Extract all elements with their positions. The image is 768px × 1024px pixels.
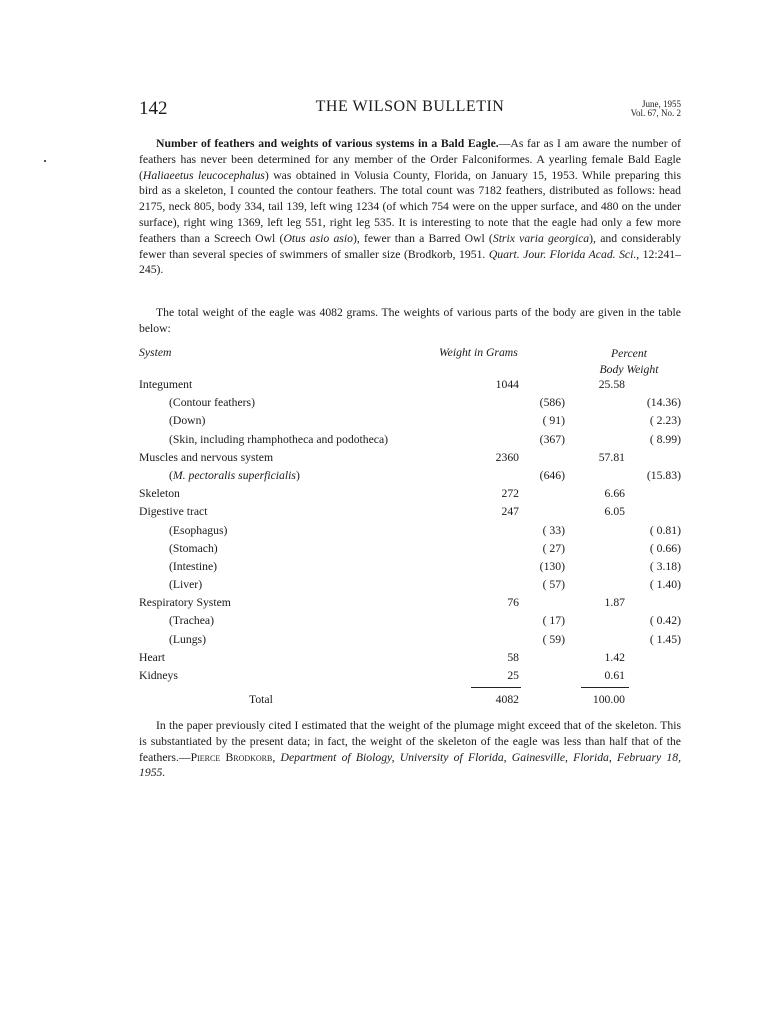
sub-percent-value: (14.36) [646, 396, 681, 410]
weight-value: 25 [507, 669, 519, 682]
table-row [139, 576, 681, 594]
issue-volume: Vol. 67, No. 2 [630, 108, 681, 118]
sub-weight-value: ( 27) [542, 541, 565, 555]
muscle-name: M. pectoralis superficialis [172, 468, 296, 482]
table-row [139, 594, 681, 612]
row-label: Respiratory System [139, 596, 231, 610]
issue-info [631, 100, 681, 118]
row-label: (Lungs) [169, 632, 207, 646]
margin-speck [44, 160, 46, 162]
author-name: Pierce Brodkorb [190, 750, 273, 764]
percent-value: 6.66 [604, 487, 625, 501]
row-label: (M. pectoralis superficialis) [169, 468, 300, 482]
header-line: Percent [611, 347, 647, 360]
total-rule-weight [471, 687, 521, 688]
row-label: Skeleton [139, 487, 180, 501]
table-row [139, 649, 681, 667]
weight-value: 58 [507, 650, 519, 664]
row-label: Kidneys [139, 669, 178, 682]
sub-weight-value: ( 59) [542, 632, 565, 646]
table-row [139, 394, 681, 412]
header-line: Body Weight [599, 362, 659, 376]
table-row [139, 431, 681, 449]
total-percent: 100.00 [592, 693, 625, 707]
percent-value: 57.81 [598, 450, 625, 464]
weight-value: 272 [501, 487, 519, 501]
sub-weight-value: ( 57) [542, 578, 565, 592]
row-label: (Skin, including rhamphotheca and podotheca) [169, 432, 389, 446]
row-label: Integument [139, 378, 193, 391]
row-label: (Intestine) [169, 559, 218, 573]
text-run: ), and considerably fewer than several species of swimmers of smaller size (Brodkorb, 1951. [139, 231, 682, 261]
sub-percent-value: ( 8.99) [649, 432, 681, 446]
page-number: 142 [139, 98, 168, 119]
species-name: Otus asio asio [283, 231, 353, 245]
paragraph-weight: The total weight of the eagle was 4082 grams. The weights of various parts of the body are given in the table below: [139, 306, 681, 335]
total-rule-percent [581, 687, 629, 688]
sub-weight-value: ( 17) [542, 614, 565, 628]
paragraph-intro [139, 136, 681, 278]
sub-percent-value: ( 0.66) [649, 541, 681, 555]
text-run: ) was obtained in Volusia County, Florida, on January 15, 1953. While preparing this bird as a skeleton, I counted the contour feathers. The total count was 7182 feathers, distributed as follows: head 2175, neck 805, body 334, tail 139, left wing 1234 (of which 754 were on the upper surface, and 480 on the under surface), right wing 1369, left leg 551, right leg 535. It is interesting to note that the eagle had only a few more feathers than a Screech Owl ( [139, 168, 681, 245]
table-row [139, 503, 681, 521]
table-row [139, 631, 681, 649]
column-header-percent [587, 346, 671, 377]
sub-weight-value: ( 33) [542, 523, 565, 537]
sub-weight-value: (130) [539, 559, 565, 573]
text-run: , [272, 750, 281, 764]
sub-weight-value: (586) [539, 396, 565, 410]
sub-percent-value: ( 1.45) [649, 632, 681, 646]
percent-value: 6.05 [604, 505, 625, 519]
percent-value: 25.58 [598, 378, 625, 391]
weight-value: 247 [501, 505, 519, 519]
row-label: (Stomach) [169, 541, 218, 555]
weight-value: 76 [507, 596, 519, 610]
total-weight: 4082 [495, 693, 519, 707]
sub-weight-value: (646) [539, 468, 565, 482]
percent-value: 1.42 [604, 650, 625, 664]
table-row [139, 467, 681, 485]
row-label: (Contour feathers) [169, 396, 256, 410]
text-run: —As far as I am aware the number of feathers has never been determined for any member of the Order Falconiformes. A yearling female Bald Eagle ( [139, 137, 681, 182]
table-row [139, 376, 681, 394]
total-label: Total [249, 693, 273, 707]
table-row [139, 449, 681, 467]
table-row [139, 522, 681, 540]
sub-percent-value: ( 3.18) [649, 559, 681, 573]
text-run: In the paper previously cited I estimated that the weight of the plumage might exceed that of the skeleton. This is substantiated by the present data; in fact, the weight of the skeleton of the eagle was less than half that of the feathers.— [139, 719, 681, 764]
sub-percent-value: (15.83) [646, 468, 681, 482]
table-row [139, 612, 681, 630]
article-title: Number of feathers and weights of various systems in a Bald Eagle. [156, 137, 499, 150]
weight-value: 2360 [495, 450, 519, 464]
weight-value: 1044 [495, 378, 519, 391]
table-row [139, 667, 681, 685]
table-row [139, 540, 681, 558]
table-row [139, 485, 681, 503]
sub-percent-value: ( 0.81) [649, 523, 681, 537]
citation-journal: Quart. Jour. Florida Acad. Sci. [488, 247, 637, 261]
issue-date: June, 1955 [642, 99, 681, 109]
row-label: (Trachea) [169, 614, 214, 628]
sub-percent-value: ( 2.23) [649, 414, 681, 428]
author-affiliation: Department of Biology, University of Florida, Gainesville, Florida, February 18, 1955. [139, 750, 682, 780]
species-name: Strix varia georgica [492, 231, 590, 245]
row-label: Heart [139, 650, 165, 664]
species-name: Haliaeetus leucocephalus [142, 168, 265, 182]
table-total-row [139, 691, 681, 709]
row-label: (Liver) [169, 578, 203, 592]
sub-weight-value: (367) [539, 432, 565, 446]
sub-percent-value: ( 0.42) [649, 614, 681, 628]
text-run: , 12:241–245). [139, 247, 681, 277]
sub-percent-value: ( 1.40) [649, 578, 681, 592]
column-header-system: System [139, 346, 172, 359]
percent-value: 1.87 [604, 596, 625, 610]
row-label: (Esophagus) [169, 523, 228, 537]
percent-value: 0.61 [604, 669, 625, 682]
paragraph-conclusion [139, 718, 681, 781]
row-label: (Down) [169, 414, 206, 428]
row-label: Digestive tract [139, 505, 208, 519]
text-run: ), fewer than a Barred Owl ( [352, 231, 493, 245]
row-label: Muscles and nervous system [139, 450, 274, 464]
sub-weight-value: ( 91) [542, 414, 565, 428]
indent-spacer [139, 137, 156, 150]
table-row [139, 558, 681, 576]
running-header [139, 98, 681, 122]
journal-title: THE WILSON BULLETIN [315, 98, 505, 115]
weights-table [139, 346, 681, 709]
column-header-weight: Weight in Grams [439, 346, 518, 359]
table-row [139, 412, 681, 430]
table-header [139, 346, 681, 376]
